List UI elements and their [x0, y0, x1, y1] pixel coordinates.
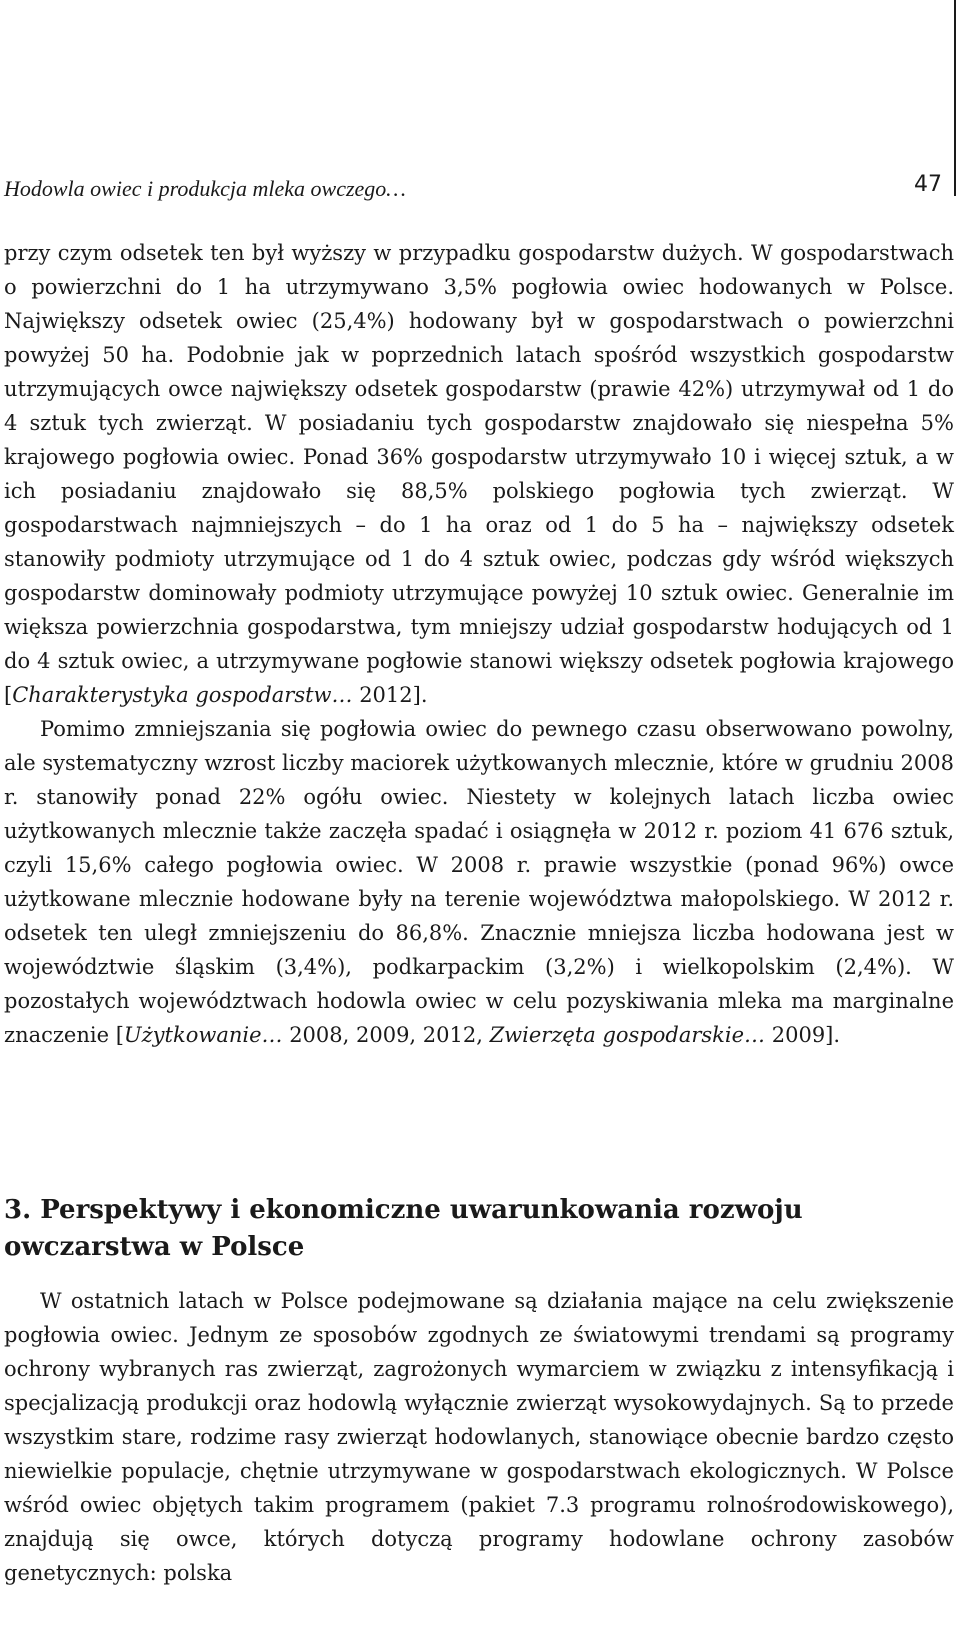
paragraph-1-text: przy czym odsetek ten był wyższy w przypadku gospodarstw dużych. W gospodarstwach o powierzchni do 1 ha utrzymywano 3,5% pogłowia owiec hodowanych w Polsce. Największy odsetek owiec (25,4%) hodowany był w gospodarstwach o powierzchni powyżej 50 ha. Podobnie jak w poprzednich latach spośród wszystkich gospodarstw utrzymujących owce największy odsetek gospodarstw (prawie 42%) utrzymywał od 1 do 4 sztuk tych zwierząt. W posiadaniu tych gospodarstw znajdowało się niespełna 5% krajowego pogłowia owiec. Ponad 36% gospodarstw utrzymywało 10 i więcej sztuk, a w ich posiadaniu znajdowało się 88,5% polskiego pogłowia tych zwierząt. W gospodarstwach najmniejszych – do 1 ha oraz od 1 do 5 ha – największy odsetek stanowiły podmioty utrzymujące od 1 do 4 sztuk owiec, podczas gdy wśród większych gospodarstw dominowały podmioty utrzymujące powyżej 10 sztuk owiec. Generalnie im większa powierzchnia gospodarstwa, tym mniejszy udział gospodarstw hodujących od 1 do 4 sztuk owiec, a utrzymywane pogłowie stanowi większy odsetek pogłowia krajowego [: [4, 241, 954, 707]
citation-uzytkowanie: Użytkowanie…: [123, 1023, 283, 1047]
body-text-section-3: [4, 1284, 954, 1590]
section-3-heading: 3. Perspektywy i ekonomiczne uwarunkowania rozwoju owczarstwa w Polsce: [4, 1195, 803, 1262]
citation-charakterystyka: Charakterystyka gospodarstw…: [12, 683, 353, 707]
paragraph-2-text: Pomimo zmniejszania się pogłowia owiec do pewnego czasu obserwowano powolny, ale systematyczny wzrost liczby maciorek użytkowanych mlecznie, które w grudniu 2008 r. stanowiły ponad 22% ogółu owiec. Niestety w kolejnych latach liczba owiec użytkowanych mlecznie także zaczęła spadać i osiągnęła w 2012 r. poziom 41 676 sztuk, czyli 15,6% całego pogłowia owiec. W 2008 r. prawie wszystkie (ponad 96%) owce użytkowane mlecznie hodowane były na terenie województwa małopolskiego. W 2012 r. odsetek ten uległ zmniejszeniu do 86,8%. Znacznie mniejsza liczba hodowana jest w województwie śląskim (3,4%), podkarpackim (3,2%) i wielkopolskim (2,4%). W pozostałych województwach hodowla owiec w celu pozyskiwania mleka ma marginalne znaczenie [: [4, 717, 954, 1047]
running-head: Hodowla owiec i produkcja mleka owczego…: [4, 176, 406, 201]
citation-zwierzeta: Zwierzęta gospodarskie…: [489, 1023, 766, 1047]
body-text-section-2-end: [4, 236, 954, 1052]
paragraph-2-years: 2008, 2009, 2012,: [282, 1023, 490, 1047]
paragraph-2: [4, 712, 954, 1052]
section-3-paragraph: W ostatnich latach w Polsce podejmowane są działania mające na celu zwiększenie pogłowia owiec. Jednym ze sposobów zgodnych ze światowymi trendami są programy ochrony wybranych ras zwierząt, zagrożonych wymarciem w związku z intensyfikacją i specjalizacją produkcji oraz hodowlą wyłącznie zwierząt wysokowydajnych. Są to przede wszystkim stare, rodzime rasy zwierząt hodowlanych, stanowiące obecnie bardzo często niewielkie populacje, chętnie utrzymywane w gospodarstwach ekologicznych. W Polsce wśród owiec objętych takim programem (pakiet 7.3 programu rolnośrodowiskowego), znajdują się owce, których dotyczą programy hodowlane ochrony zasobów genetycznych: polska: [4, 1289, 954, 1585]
paragraph-2-tail: 2009].: [765, 1023, 841, 1047]
page-number: 47: [914, 172, 942, 197]
paragraph-1-tail: 2012].: [352, 683, 428, 707]
header-vertical-rule: [954, 0, 956, 196]
paragraph-1: [4, 236, 954, 712]
